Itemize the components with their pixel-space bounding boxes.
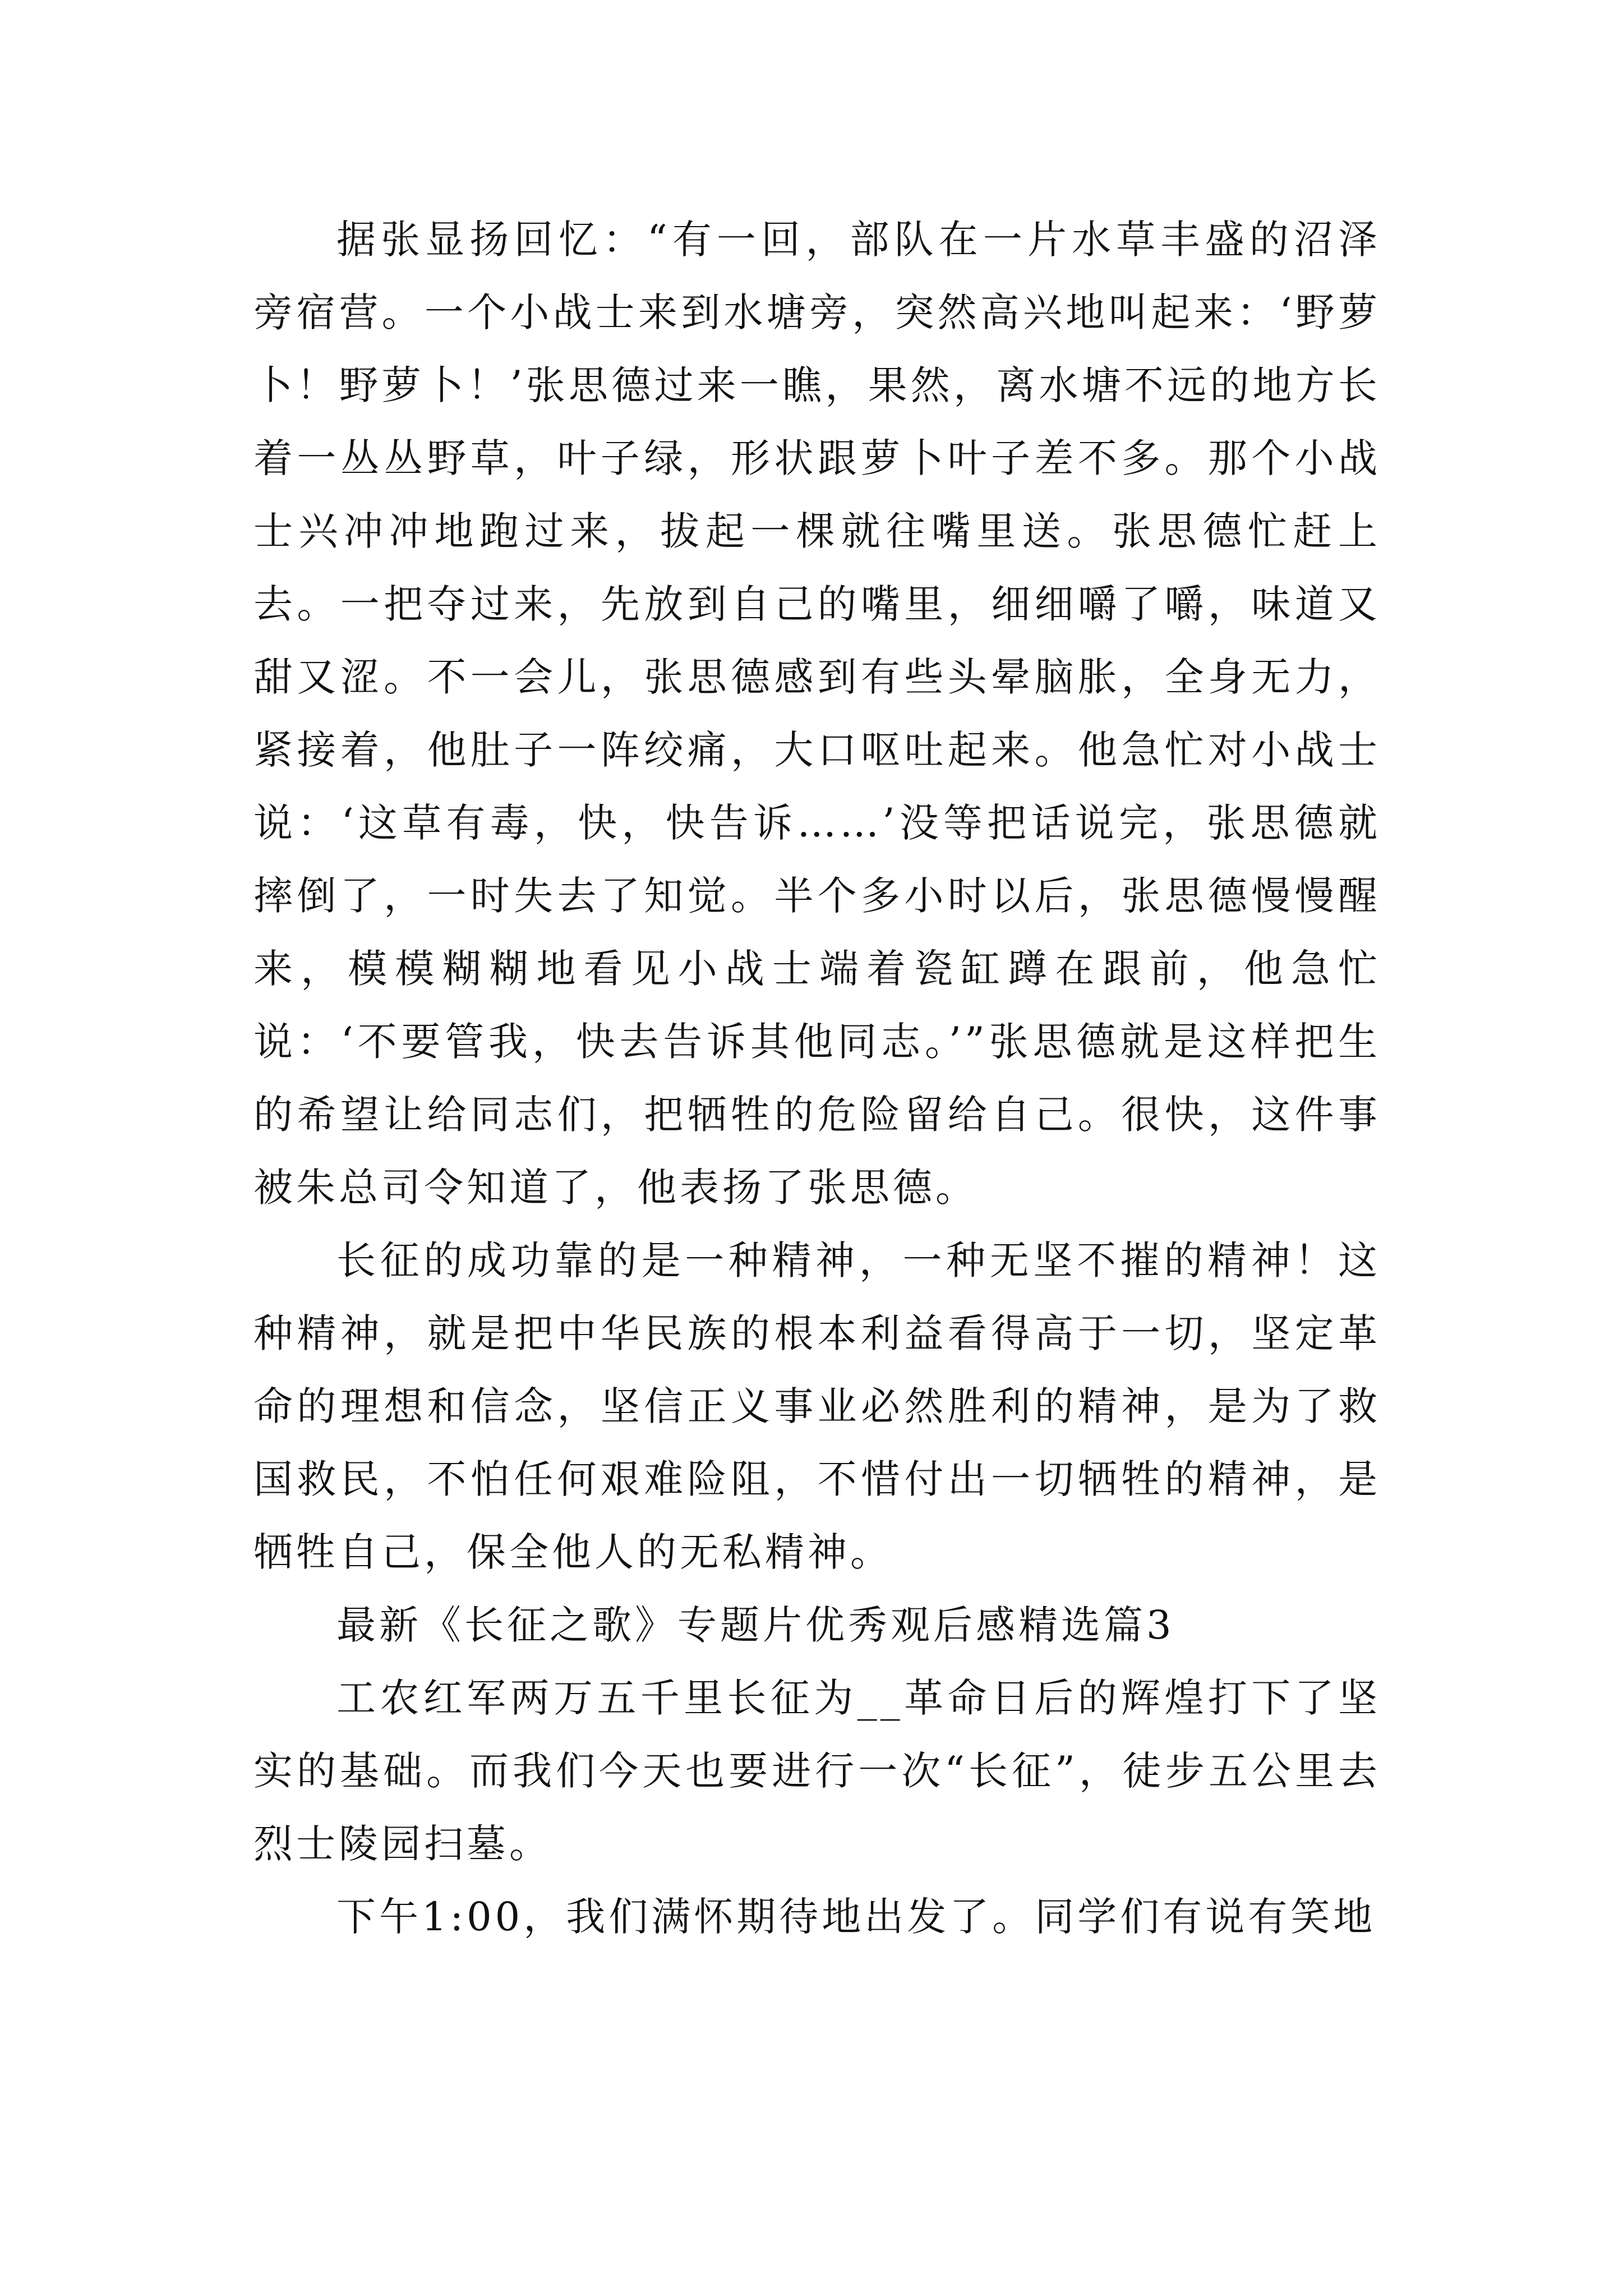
paragraph-zhang-side-story: 据张显扬回忆：“有一回，部队在一片水草丰盛的沼泽旁宿营。一个小战士来到水塘旁，突然高兴地叫起来：‘野萝卜！野萝卜！’张思德过来一瞧，果然，离水塘不远的地方长着一丛丛野草，叶子绿，形状跟萝卜叶子差不多。那个小战士兴冲冲地跑过来，拔起一棵就往嘴里送。张思德忙赶上去。一把夺过来，先放到自己的嘴里，细细嚼了嚼，味道又甜又涩。不一会儿，张思德感到有些头晕脑胀，全身无力，紧接着，他肚子一阵绞痛，大口呕吐起来。他急忙对小战士说：‘这草有毒，快，快告诉……’没等把话说完，张思德就摔倒了，一时失去了知觉。半个多小时以后，张思德慢慢醒来，模模糊糊地看见小战士端着瓷缸蹲在跟前，他急忙说：‘不要管我，快去告诉其他同志。’”张思德就是这样把生的希望让给同志们，把牺牲的危险留给自己。很快，这件事被朱总司令知道了，他表扬了张思德。 [253,217,1381,1211]
paragraph-red-army-march: 工农红军两万五千里长征为__革命日后的辉煌打下了坚实的基础。而我们今天也要进行一次“长征”，徒步五公里去烈士陵园扫墓。 [253,1675,1381,1867]
paragraph-long-march-spirit: 长征的成功靠的是一种精神，一种无坚不摧的精神！这种精神，就是把中华民族的根本利益看得高于一切，坚定革命的理想和信念，坚信正义事业必然胜利的精神，是为了救国救民，不怕任何艰难险阻，不惜付出一切牺牲的精神，是牺牲自己，保全他人的无私精神。 [253,1237,1381,1575]
document-body [253,203,1381,1953]
paragraph-departure: 下午1:00，我们满怀期待地出发了。同学们有说有笑地 [336,1894,1376,1940]
section-title: 最新《长征之歌》专题片优秀观后感精选篇3 [336,1602,1175,1648]
